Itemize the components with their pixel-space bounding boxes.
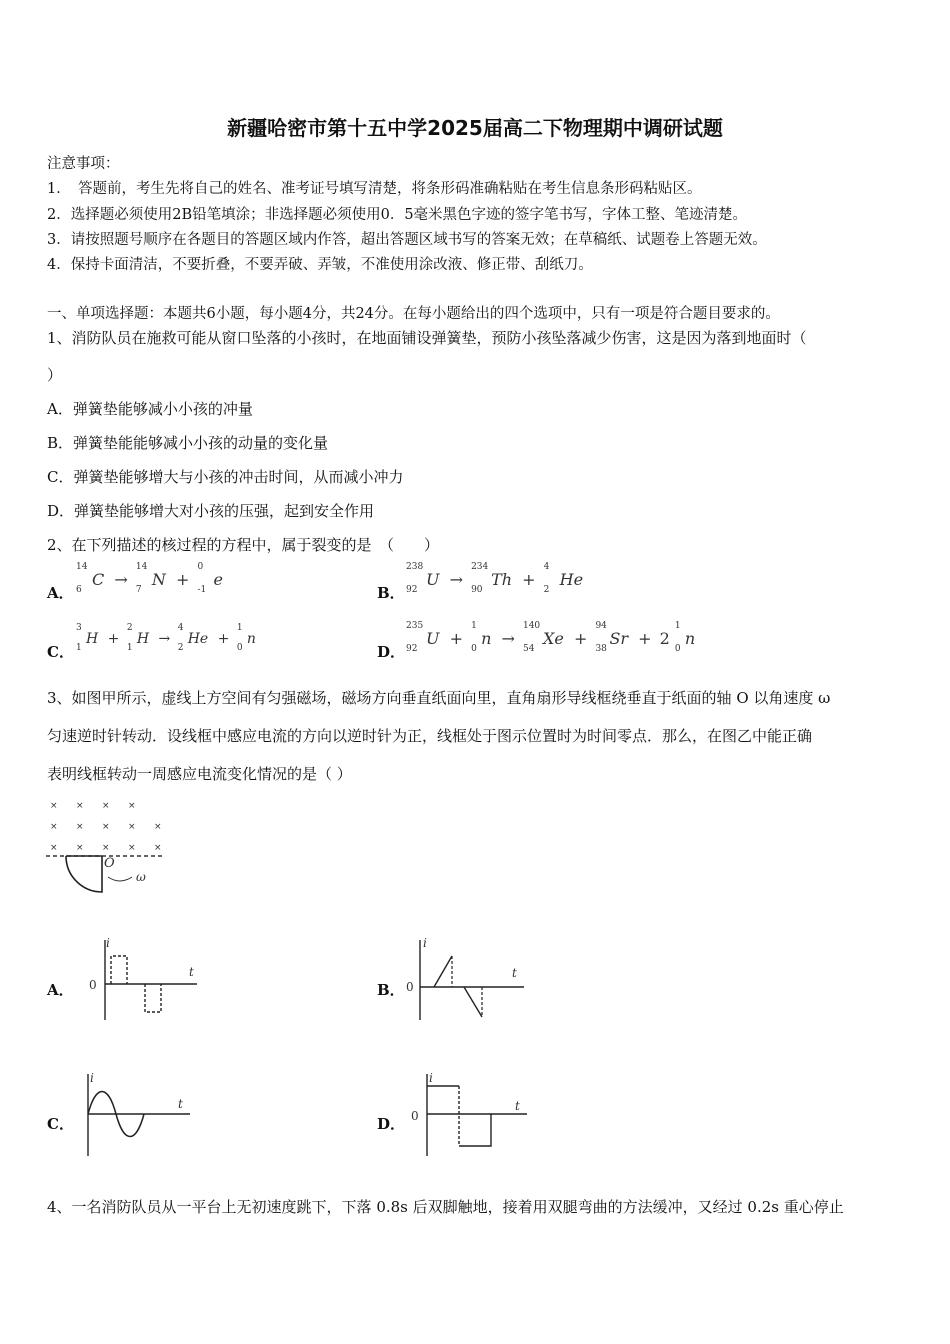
page-title: 新疆哈密市第十五中学2025届高二下物理期中调研试题 [227,116,723,140]
q3-stem-line1: 3、如图甲所示，虚线上方空间有匀强磁场，磁场方向垂直纸面向里，直角扇形导线框绕垂直于纸面的轴 O 以角速度 ω [47,689,831,707]
svg-text:t: t [515,1099,520,1113]
svg-text:×: × [102,822,110,832]
svg-text:×: × [50,822,58,832]
svg-text:0: 0 [411,1109,419,1123]
svg-text:×: × [154,843,162,853]
svg-text:×: × [50,801,58,811]
notice-heading: 注意事项： [47,156,120,172]
section-heading: 一、单项选择题：本题共6小题，每小题4分，共24分。在每小题给出的四个选项中，只有一项是符合题目要求的。 [47,306,780,322]
notice-item: 4．保持卡面清洁，不要折叠，不要弄破、弄皱，不准使用涂改液、修正带、刮纸刀。 [47,257,593,273]
q1-option-d: D．弹簧垫能够增大对小孩的压强，起到安全作用 [47,502,375,520]
q2-label-c: C． [47,643,74,661]
svg-text:×: × [76,822,84,832]
svg-text:×: × [76,801,84,811]
q2-label-d: D． [377,643,406,661]
q3-label-a: A． [47,981,74,999]
notice-item: 3．请按照题号顺序在各题目的答题区域内作答，超出答题区域书写的答案无效；在草稿纸、试题卷上答题无效。 [47,232,767,248]
q3-graph-c [78,1068,200,1160]
svg-text:i: i [106,936,110,950]
q1-option-c: C．弹簧垫能够增大与小孩的冲击时间，从而减小冲力 [47,468,404,486]
q3-label-c: C． [47,1115,74,1133]
q3-graph-d [405,1068,535,1160]
q2-equation-a: 14 6 C → 14 7 N + 0 -1 e [76,562,223,595]
q3-label-d: D． [377,1115,406,1133]
q2-label-a: A． [47,584,74,602]
notice-item: 2．选择题必须使用2B铅笔填涂；非选择题必须使用0．5毫米黑色字迹的签字笔书写，字体工整、笔迹清楚。 [47,207,748,223]
notice-item: 1． 答题前，考生先将自己的姓名、准考证号填写清楚，将条形码准确粘贴在考生信息条形码粘贴区。 [47,181,702,197]
svg-text:i: i [423,936,427,950]
svg-text:t: t [512,966,517,980]
svg-text:t: t [189,965,194,979]
q2-equation-d: 235 92 U + 1 0 n → 140 54 Xe + 94 38 Sr + 2 1 0 n [406,621,696,654]
q3-stem-line3: 表明线框转动一周感应电流变化情况的是（ ） [47,765,352,783]
svg-text:i: i [90,1071,94,1085]
svg-text:t: t [178,1097,183,1111]
q1-option-b: B．弹簧垫能能够减小小孩的动量的变化量 [47,434,329,452]
q2-label-b: B． [377,584,405,602]
svg-text:ω: ω [136,870,146,884]
svg-text:0: 0 [406,980,414,994]
svg-text:×: × [128,843,136,853]
q3-graph-a [85,932,205,1024]
q1-stem: 1、消防队员在施救可能从窗口坠落的小孩时，在地面铺设弹簧垫，预防小孩坠落减少伤害，这是因为落到地面时（ [47,329,807,347]
svg-text:O: O [104,856,115,871]
q1-stem-end: ） [47,366,63,384]
svg-text:×: × [102,843,110,853]
q3-graph-b [402,932,532,1024]
svg-text:i: i [429,1071,433,1085]
svg-text:×: × [50,843,58,853]
q3-figure-field [40,795,180,905]
q2-equation-c: 3 1 H + 2 1 H → 4 2 He + 1 0 n [76,623,256,653]
q4-stem: 4、一名消防队员从一平台上无初速度跳下，下落 0.8s 后双脚触地，接着用双腿弯曲的方法缓冲，又经过 0.2s 重心停止 [47,1198,844,1216]
svg-text:×: × [102,801,110,811]
q1-option-a: A．弹簧垫能够减小小孩的冲量 [47,400,253,418]
q3-label-b: B． [377,981,405,999]
q2-equation-b: 238 92 U → 234 90 Th + 4 2 He [406,562,584,595]
svg-text:×: × [128,801,136,811]
svg-text:×: × [76,843,84,853]
q3-stem-line2: 匀速逆时针转动．设线框中感应电流的方向以逆时针为正，线框处于图示位置时为时间零点．那么，在图乙中能正确 [47,727,813,745]
svg-text:×: × [154,822,162,832]
svg-text:0: 0 [89,978,97,992]
svg-text:×: × [128,822,136,832]
q2-stem: 2、在下列描述的核过程的方程中，属于裂变的是 （ ） [47,536,440,554]
